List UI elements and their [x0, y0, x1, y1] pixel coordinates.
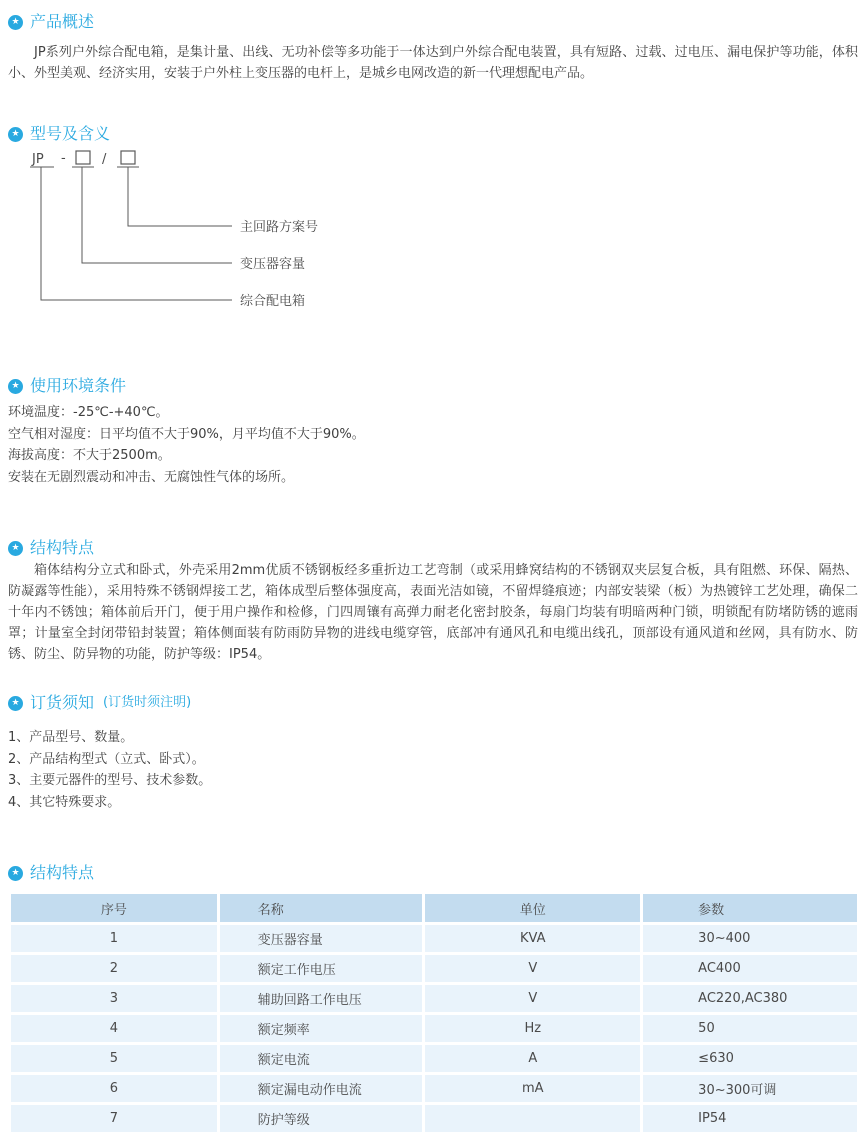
section-title-model	[8, 124, 858, 144]
model-box-scheme	[121, 151, 135, 164]
environment-list	[8, 402, 858, 488]
cell-unit: mA	[425, 1075, 640, 1102]
cell-unit: Hz	[425, 1015, 640, 1042]
ordering-item: 2、产品结构型式（立式、卧式）。	[8, 751, 205, 767]
cell-unit	[425, 1105, 640, 1132]
star-circle-icon	[8, 541, 23, 556]
header-cell-name: 名称	[220, 894, 423, 922]
overview-paragraph: JP系列户外综合配电箱，是集计量、出线、无功补偿等多功能于一体达到户外综合配电装置，具有短路、过载、过电压、漏电保护等功能，体积小、外型美观、经济实用，安装于户外柱上变压器的电杆上，是城乡电网改造的新一代理想配电产品。	[8, 45, 858, 81]
model-slash: /	[102, 152, 107, 167]
cell-name: 额定漏电动作电流	[220, 1075, 423, 1102]
leader-line-capacity	[82, 167, 232, 263]
model-meaning-diagram	[8, 148, 408, 320]
environment-item: 海拔高度：不大于2500m。	[8, 448, 171, 463]
table-row	[11, 955, 857, 982]
cell-name: 防护等级	[220, 1105, 423, 1132]
ordering-item: 3、主要元器件的型号、技术参数。	[8, 773, 212, 788]
overview-title-text: 产品概述	[30, 12, 95, 31]
cell-param: ≤630	[643, 1045, 857, 1072]
star-circle-icon	[8, 696, 23, 711]
cell-param: 50	[643, 1015, 857, 1042]
cell-seq: 7	[11, 1105, 217, 1132]
cell-seq: 2	[11, 955, 217, 982]
ordering-item: 1、产品型号、数量。	[8, 730, 134, 745]
cell-seq: 5	[11, 1045, 217, 1072]
cell-param: 30~400	[643, 925, 857, 952]
structure-title-text: 结构特点	[30, 538, 95, 557]
model-dash: -	[61, 151, 66, 166]
star-circle-icon	[8, 15, 23, 30]
cell-seq: 6	[11, 1075, 217, 1102]
ordering-subtitle-text: (订货时须注明)	[103, 695, 192, 710]
ordering-list	[8, 727, 858, 813]
cell-unit: V	[425, 985, 640, 1012]
model-label-scheme: 主回路方案号	[240, 220, 319, 235]
leader-line-scheme	[128, 167, 232, 226]
table-header-row	[11, 894, 857, 922]
cell-name: 额定工作电压	[220, 955, 423, 982]
leader-line-box	[41, 167, 232, 300]
cell-seq: 1	[11, 925, 217, 952]
star-circle-icon	[8, 866, 23, 881]
model-prefix: JP	[32, 152, 44, 167]
cell-name: 辅助回路工作电压	[220, 985, 423, 1012]
model-label-box: 综合配电箱	[240, 294, 306, 309]
environment-title-text: 使用环境条件	[30, 376, 127, 395]
section-title-parameters	[8, 863, 858, 883]
table-row	[11, 985, 857, 1012]
table-row	[11, 1075, 857, 1102]
cell-param: AC220,AC380	[643, 985, 857, 1012]
cell-unit: V	[425, 955, 640, 982]
cell-name: 变压器容量	[220, 925, 423, 952]
cell-seq: 3	[11, 985, 217, 1012]
cell-name: 额定电流	[220, 1045, 423, 1072]
ordering-title-text: 订货须知	[30, 693, 95, 712]
cell-unit: A	[425, 1045, 640, 1072]
parameters-table	[8, 891, 860, 1135]
model-label-capacity: 变压器容量	[240, 257, 306, 272]
cell-name: 额定频率	[220, 1015, 423, 1042]
environment-item: 安装在无剧烈震动和冲击、无腐蚀性气体的场所。	[8, 469, 295, 485]
section-title-ordering	[8, 693, 858, 713]
cell-unit: KVA	[425, 925, 640, 952]
header-cell-seq: 序号	[11, 894, 217, 922]
star-circle-icon	[8, 379, 23, 394]
table-row	[11, 1045, 857, 1072]
model-title-text: 型号及含义	[30, 124, 111, 143]
header-cell-unit: 单位	[425, 894, 640, 922]
section-title-structure	[8, 538, 858, 558]
environment-item: 环境温度：-25℃-+40℃。	[8, 405, 169, 420]
table-row	[11, 925, 857, 952]
header-cell-param: 参数	[643, 894, 857, 922]
star-circle-icon	[8, 127, 23, 142]
environment-item: 空气相对湿度：日平均值不大于90%，月平均值不大于90%。	[8, 426, 365, 442]
table-row	[11, 1015, 857, 1042]
section-title-overview	[8, 12, 858, 32]
table-row	[11, 1105, 857, 1132]
cell-seq: 4	[11, 1015, 217, 1042]
structure-paragraph: 箱体结构分立式和卧式，外壳采用2mm优质不锈钢板经多重折边工艺弯制（或采用蜂窝结构的不锈钢双夹层复合板，具有阻燃、环保、隔热、防凝露等性能），采用特殊不锈钢焊接工艺，箱体成型后整体强度高，表面光洁如镜，不留焊缝痕迹；内部安装梁（板）为热镀锌工艺处理，确保二十年内不锈蚀；箱体前后开门，便于用户操作和检修，门四周镶有高弹力耐老化密封胶条，每扇门均装有明暗两种门锁，明锁配有防堵防锈的遮雨罩；计量室全封闭带铅封装置；箱体侧面装有防雨防异物的进线电缆穿管，底部冲有通风孔和电缆出线孔，顶部设有通风道和丝网，具有防水、防锈、防尘、防异物的功能，防护等级：IP54。	[8, 563, 858, 662]
ordering-item: 4、其它特殊要求。	[8, 794, 121, 810]
cell-param: AC400	[643, 955, 857, 982]
section-title-environment	[8, 376, 858, 396]
cell-param: IP54	[643, 1105, 857, 1132]
parameters-title-text: 结构特点	[30, 863, 95, 882]
cell-param: 30~300可调	[643, 1075, 857, 1102]
model-box-capacity	[76, 151, 90, 164]
